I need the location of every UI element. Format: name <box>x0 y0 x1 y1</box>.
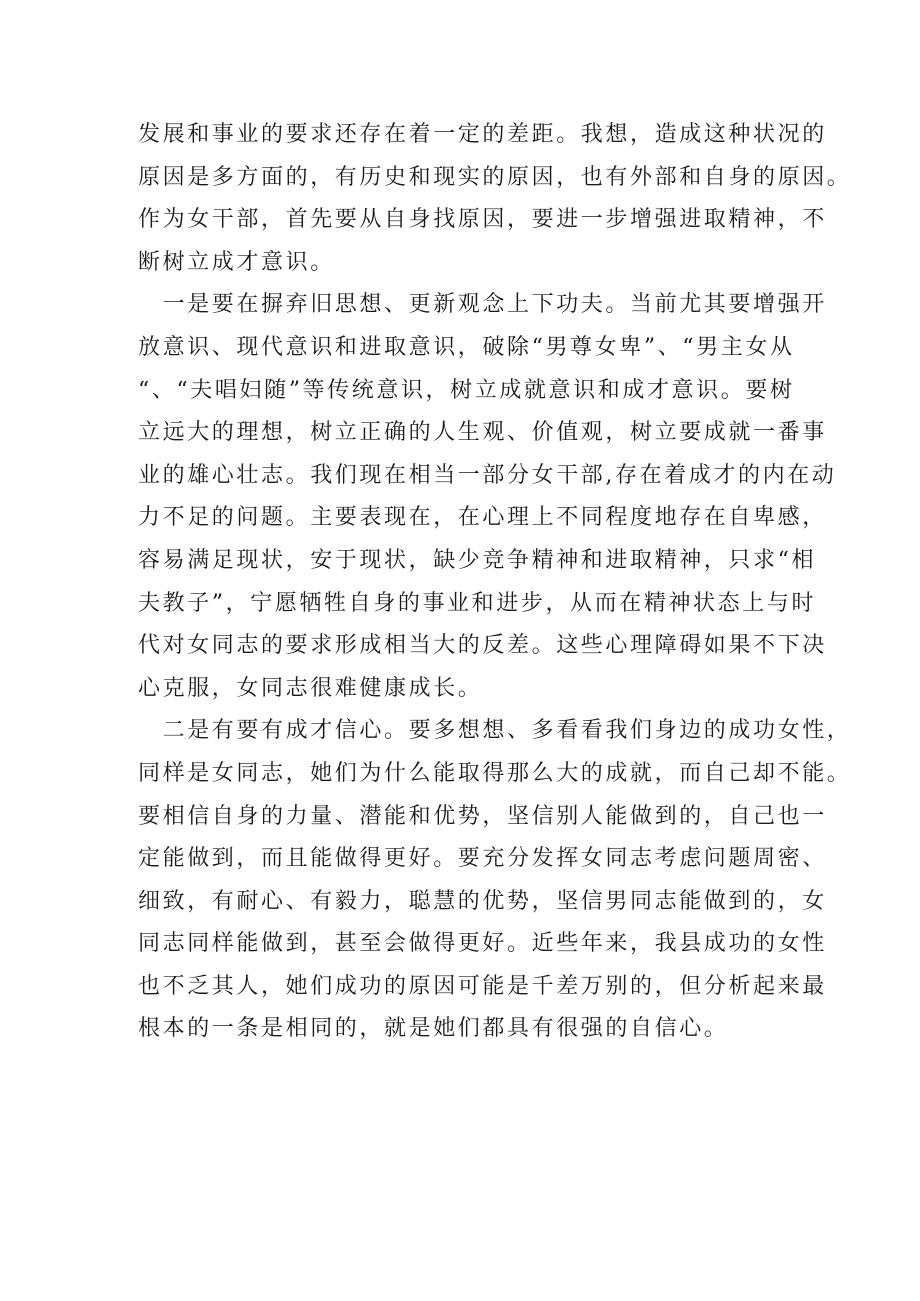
text-line: 要相信自身的力量、潜能和优势，坚信别人能做到的，自己也一 <box>138 803 827 829</box>
text-line: 力不足的问题。主要表现在，在心理上不同程度地存在自卑感， <box>138 505 827 531</box>
body-text <box>138 114 852 1051</box>
text-line: 断树立成才意识。 <box>138 249 335 275</box>
text-line: 细致，有耐心、有毅力，聪慧的优势，坚信男同志能做到的，女 <box>138 888 827 914</box>
text-line: 也不乏其人，她们成功的原因可能是千差万别的，但分析起来最 <box>138 973 827 999</box>
text-line: 代对女同志的要求形成相当大的反差。这些心理障碍如果不下决 <box>138 633 827 659</box>
text-line: 同样是女同志，她们为什么能取得那么大的成就，而自己却不能。 <box>138 760 852 786</box>
text-line: 夫教子”，宁愿牺牲自身的事业和进步，从而在精神状态上与时 <box>138 590 817 616</box>
text-line: 立远大的理想，树立正确的人生观、价值观，树立要成就一番事 <box>138 420 827 446</box>
text-line: 心克服，女同志很难健康成长。 <box>138 675 483 701</box>
text-line: 原因是多方面的，有历史和现实的原因，也有外部和自身的原因。 <box>138 164 852 190</box>
text-line: “、“夫唱妇随”等传统意识，树立成就意识和成才意识。要树 <box>138 377 795 403</box>
text-line: 同志同样能做到，甚至会做得更好。近些年来，我县成功的女性 <box>138 931 827 957</box>
text-line: 放意识、现代意识和进取意识，破除“男尊女卑”、“男主女从 <box>138 334 795 360</box>
text-line: 根本的一条是相同的，就是她们都具有很强的自信心。 <box>138 1016 729 1042</box>
text-line: 作为女干部，首先要从自身找原因，要进一步增强进取精神，不 <box>138 207 827 233</box>
text-line: 业的雄心壮志。我们现在相当一部分女干部,存在着成才的内在动 <box>138 462 837 488</box>
text-line: 二是有要有成才信心。要多想想、多看看我们身边的成功女性， <box>138 718 852 744</box>
text-line: 发展和事业的要求还存在着一定的差距。我想，造成这种状况的 <box>138 122 827 147</box>
text-line: 一是要在摒弃旧思想、更新观念上下功夫。当前尤其要增强开 <box>138 292 827 318</box>
text-line: 容易满足现状，安于现状，缺少竞争精神和进取精神，只求“相 <box>138 547 817 573</box>
text-line: 定能做到，而且能做得更好。要充分发挥女同志考虑问题周密、 <box>138 846 827 872</box>
